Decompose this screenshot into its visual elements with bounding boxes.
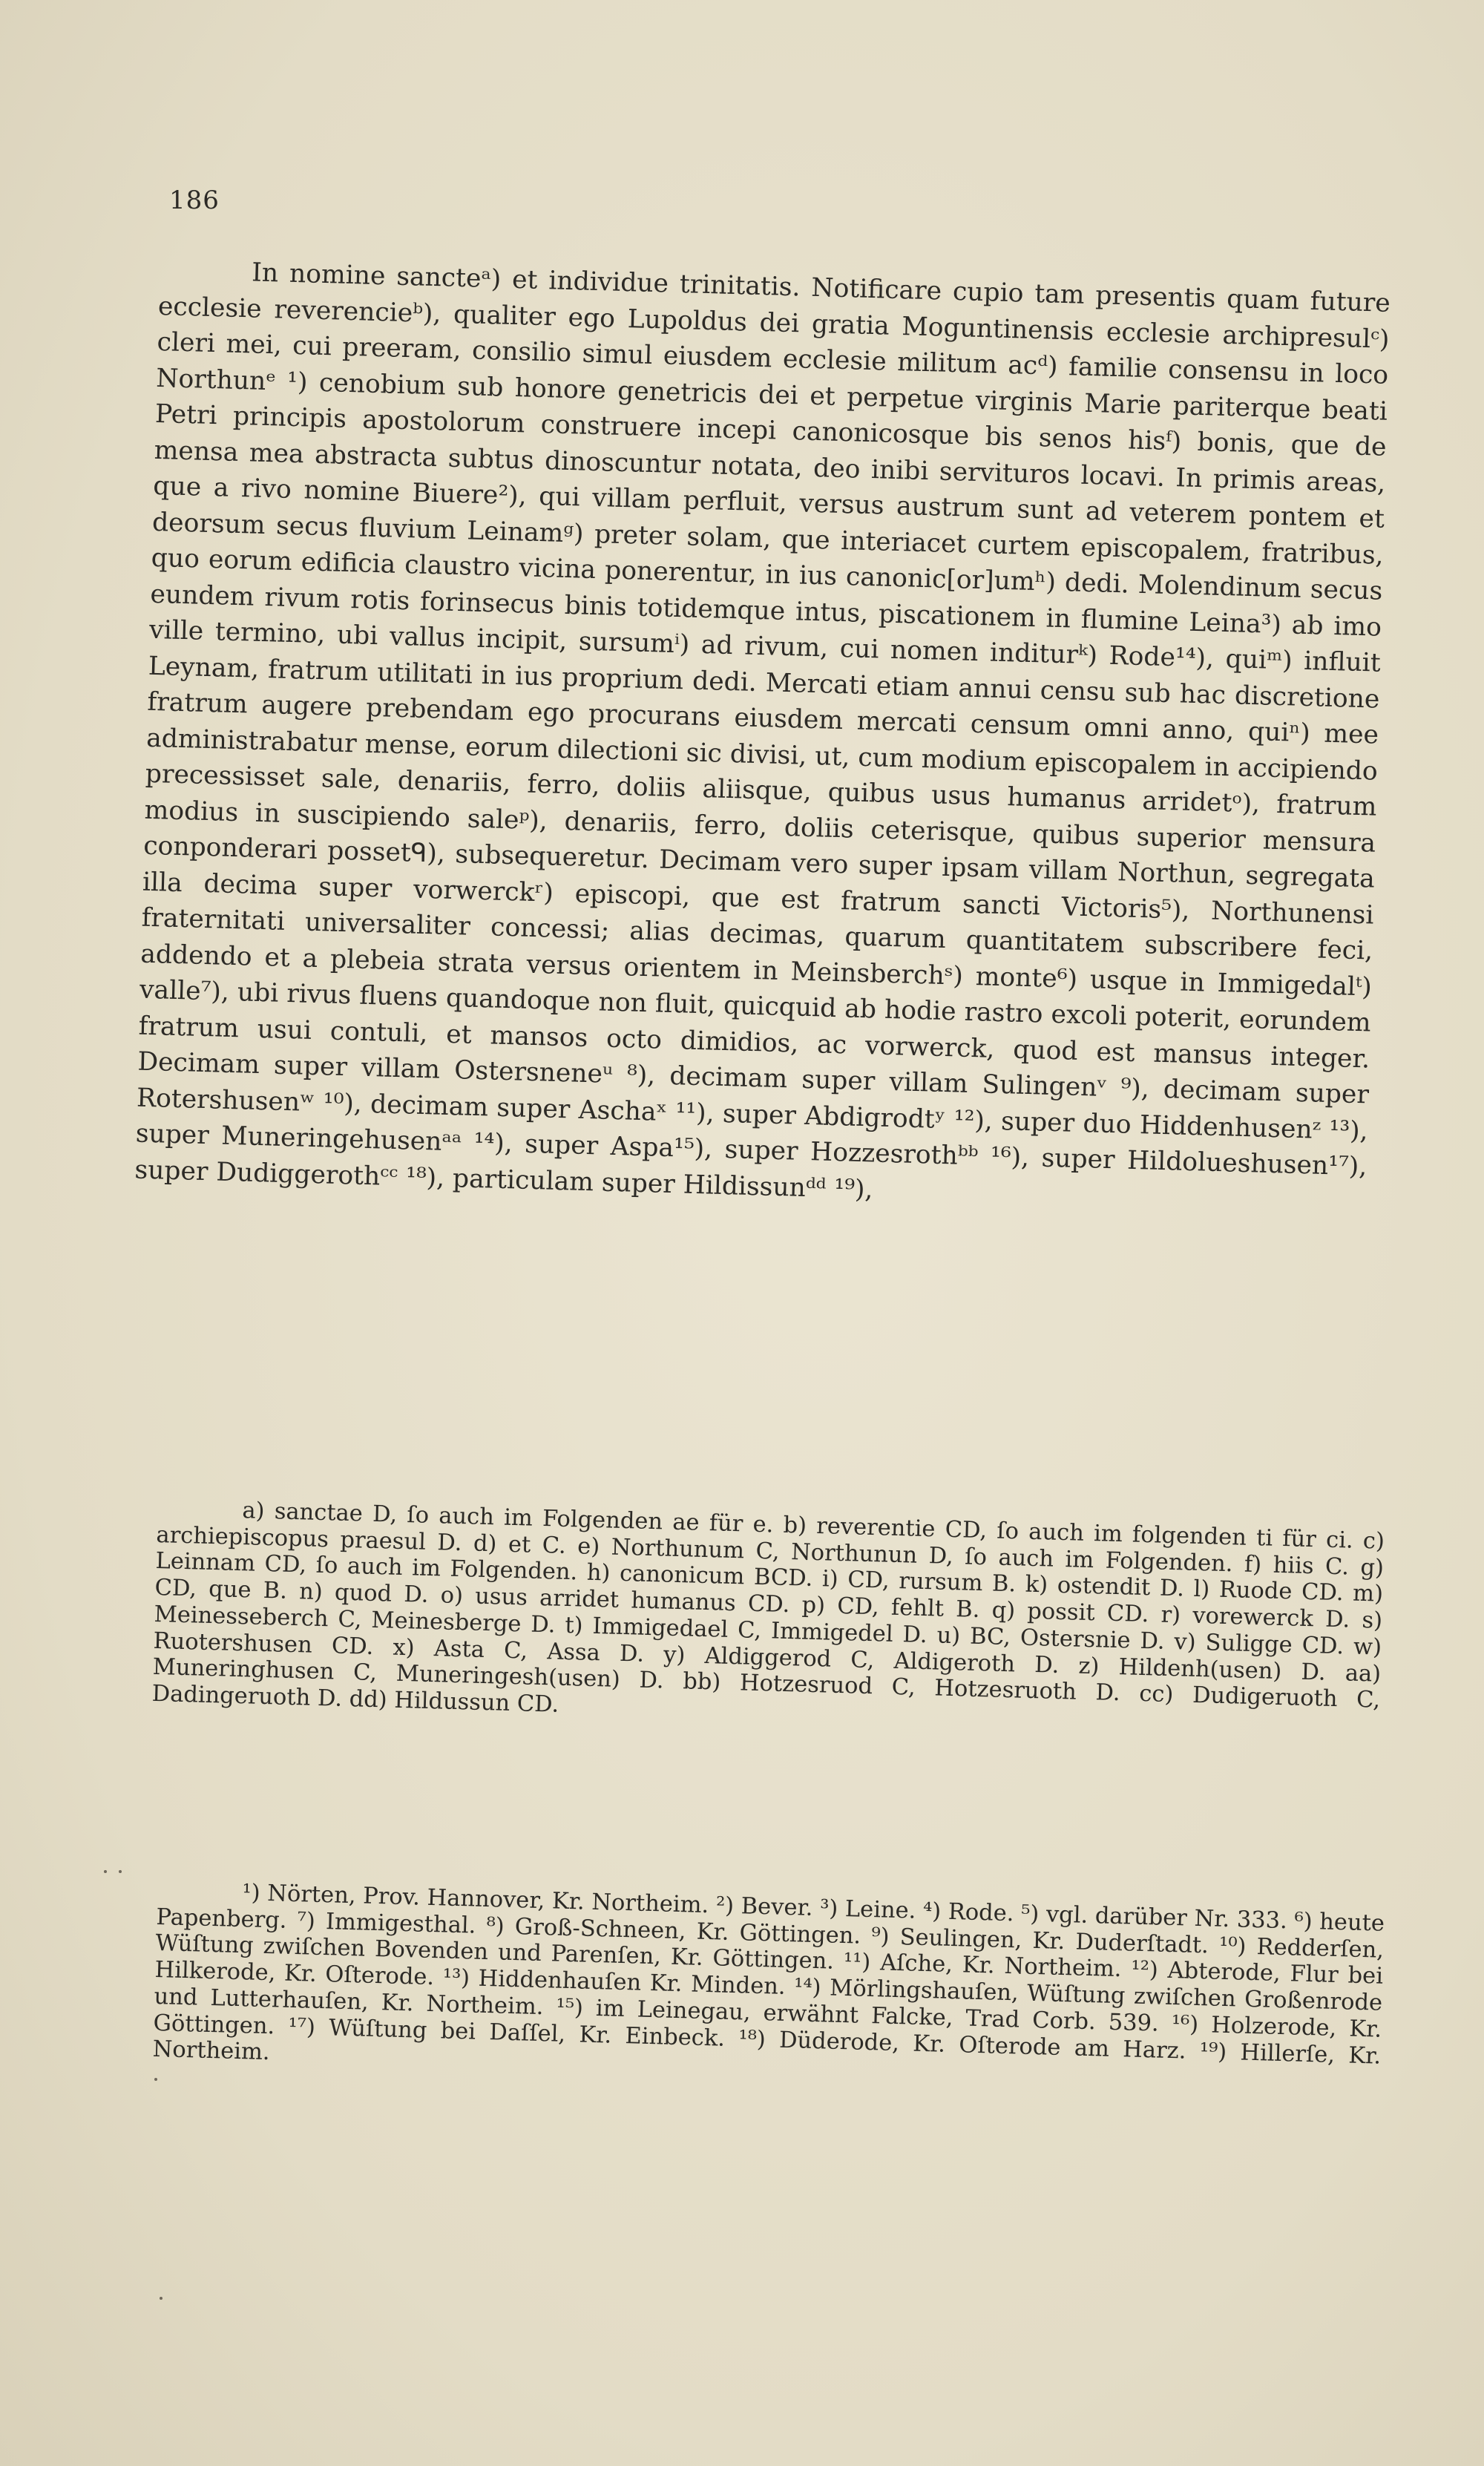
speck	[104, 1870, 107, 1873]
page-number: 186	[169, 186, 220, 215]
speck	[160, 2297, 162, 2300]
speck	[154, 2078, 157, 2081]
place-footnotes-text: ¹) Nörten, Prov. Hannover, Kr. Northeim. ²) Bever. ³) Leine. ⁴) Rode. ⁵) vgl. darüber Nr. 333. ⁶) heute Papenberg. ⁷) Immigesthal. ⁸) Groß-Schneen, Kr. Göttingen. ⁹) Seulingen, Kr. Duderſtadt. ¹⁰) Redderſen, Wüſtung zwiſchen Bovenden und Parenſen, Kr. Göttingen. ¹¹) Aſche, Kr. Northeim. ¹²) Abterode, Flur bei Hilkerode, Kr. Oſterode. ¹³) Hiddenhauſen Kr. Minden. ¹⁴) Mörlingshauſen, Wüſtung zwiſchen Großenrode und Lutterhauſen, Kr. Northeim. ¹⁵) im Leinegau, erwähnt Falcke, Trad Corb. 539. ¹⁶) Holzerode, Kr. Göttingen. ¹⁷) Wüſtung bei Daſſel, Kr. Einbeck. ¹⁸) Düderode, Kr. Oſterode am Harz. ¹⁹) Hillerſe, Kr. Northeim.	[152, 1880, 1385, 2070]
variant-footnotes-text: a) sanctae D, ſo auch im Folgenden ae für e. b) reverentie CD, ſo auch im folgenden ti für ci. c) archiepiscopus praesul D. d) et C. e) Northunum C, Northunun D, ſo auch im Folgenden. f) hiis C. g) Leinnam CD, ſo auch im Folgenden. h) canonicum BCD. i) CD, rursum B. k) ostendit D. l) Ruode CD. m) CD, que B. n) quod D. o) usus arridet humanus CD. p) CD, fehlt B. q) possit CD. r) vorewerck D. s) Meinesseberch C, Meinesberge D. t) Immigedael C, Immigedel D. u) BC, Ostersnie D. v) Suligge CD. w) Ruotershusen CD. x) Asta C, Assa D. y) Aldiggerod C, Aldigeroth D. z) Hildenh(usen) D. aa) Muneringhusen C, Muneringesh(usen) D. bb) Hotzesruod C, Hotzesruoth D. cc) Dudigeruoth C, Dadingeruoth D. dd) Hildussun CD.	[151, 1498, 1385, 1718]
speck	[119, 1870, 122, 1873]
charter-paragraph: In nomine sancteᵃ) et individue trinitatis. Notificare cupio tam presentis quam future ecclesie reverencieᵇ), qualiter ego Lupoldus dei gratia Moguntinensis ecclesie archipresulᶜ) cleri mei, cui preeram, consilio simul eiusdem ecclesie militum acᵈ) familie consensu in loco Northunᵉ ¹) cenobium sub honore genetricis dei et perpetue virginis Marie pariterque beati Petri principis apostolorum construere incepi canonicosque bis senos hisᶠ) bonis, que de mensa mea abstracta subtus dinoscuntur notata, deo inibi servituros locavi. In primis areas, que a rivo nomine Biuere²), qui villam perfluit, versus austrum sunt ad veterem pontem et deorsum secus fluvium Leinamᵍ) preter solam, que interiacet curtem episcopalem, fratribus, quo eorum edificia claustro vicina ponerentur, in ius canonic[or]umʰ) dedi. Molendinum secus eundem rivum rotis forinsecus binis totidemque intus, piscationem in flumine Leina³) ab imo ville termino, ubi vallus incipit, sursumⁱ) ad rivum, cui nomen inditurᵏ) Rode¹⁴), quiᵐ) influit Leynam, fratrum utilitati in ius proprium dedi. Mercati etiam annui censu sub hac discretione fratrum augere prebendam ego procurans eiusdem mercati censum omni anno, quiⁿ) mee administrabatur mense, eorum dilectioni sic divisi, ut, cum modium episcopalem in accipiendo precessisset sale, denariis, ferro, doliis aliisque, quibus usus humanus arridetᵒ), fratrum modius in suscipiendo saleᵖ), denariis, ferro, doliis ceterisque, quibus superior mensura conponderari possetᑫ), subsequeretur. Decimam vero super ipsam villam Northun, segregata illa decima super vorwerckʳ) episcopi, que est fratrum sancti Victoris⁵), Northunensi fraternitati universaliter concessi; alias decimas, quarum quantitatem subscribere feci, addendo et a plebeia strata versus orientem in Meinsberchˢ) monte⁶) usque in Immigedalᵗ) valle⁷), ubi rivus fluens quandoque non fluit, quicquid ab hodie rastro excoli poterit, eorundem fratrum usui contuli, et mansos octo dimidios, ac vorwerck, quod est mansus integer. Decimam super villam Ostersneneᵘ ⁸), decimam super villam Sulingenᵛ ⁹), decimam super Rotershusenʷ ¹⁰), decimam super Aschaˣ ¹¹), super Abdigrodtʸ ¹²), super duo Hiddenhusenᶻ ¹³), super Muneringehusenᵃᵃ ¹⁴), super Aspa¹⁵), super Hozzesrothᵇᵇ ¹⁶), super Hildolueshusen¹⁷), super Dudiggerothᶜᶜ ¹⁸), particulam super Hildissunᵈᵈ ¹⁹),	[134, 258, 1391, 1204]
variant-footnotes	[151, 1495, 1385, 1740]
charter-text	[134, 252, 1391, 1221]
place-footnotes	[152, 1878, 1385, 2096]
